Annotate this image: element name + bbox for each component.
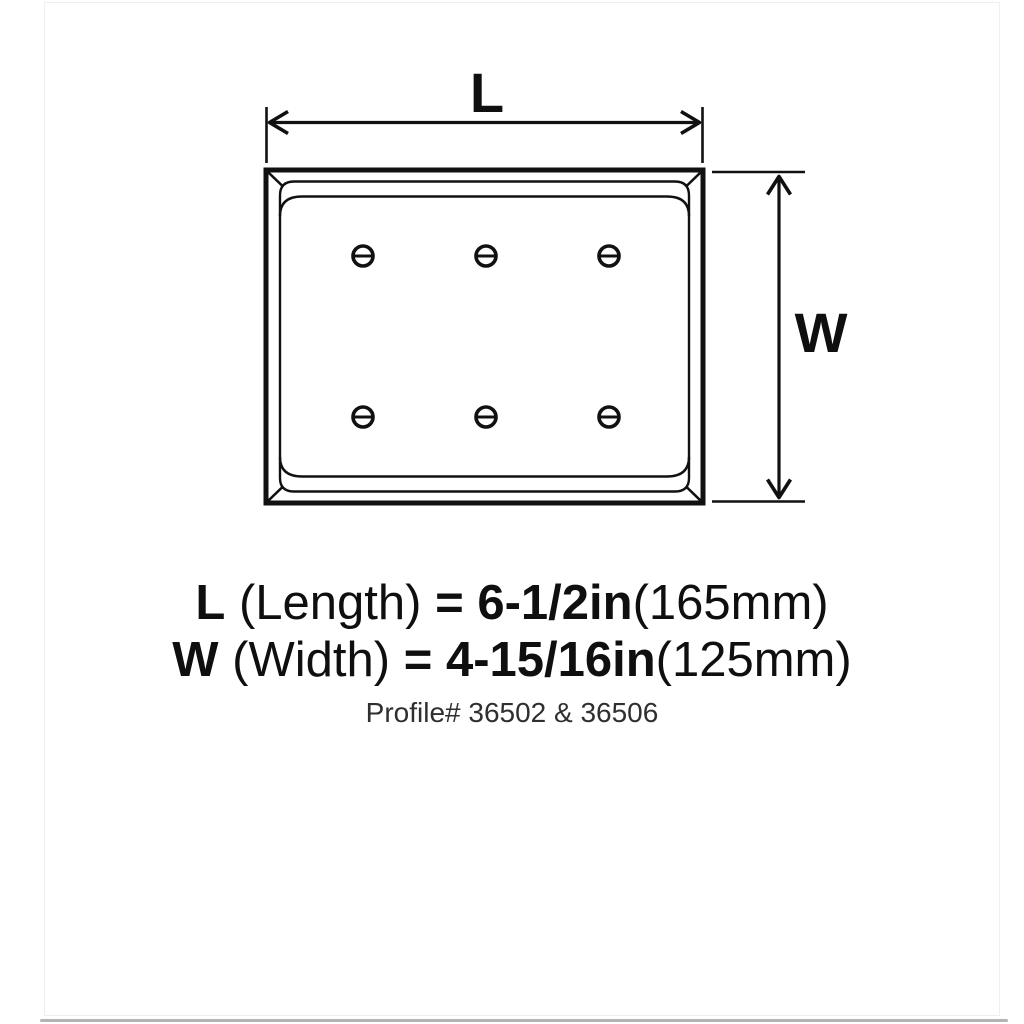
width-spec-line xyxy=(0,632,1024,689)
width-dimension-label: W xyxy=(794,301,848,364)
length-spec-symbol: L xyxy=(195,576,226,630)
length-spec-line xyxy=(0,575,1024,632)
plate-outer-edge xyxy=(266,170,703,503)
width-spec-symbol: W xyxy=(172,633,219,687)
dimension-spec-text xyxy=(0,575,1024,689)
width-spec-name: (Width) xyxy=(232,633,391,687)
length-spec-name: (Length) xyxy=(238,576,422,630)
profile-number-text: Profile# 36502 & 36506 xyxy=(365,697,659,728)
width-spec-equals: = xyxy=(403,633,433,687)
width-spec-metric: (125mm) xyxy=(655,633,852,687)
length-spec-equals: = xyxy=(435,576,464,630)
wall-plate xyxy=(266,170,703,503)
length-spec-inches: 6-1/2in xyxy=(477,576,633,630)
length-dimension-label: L xyxy=(469,61,505,124)
width-spec-inches: 4-15/16in xyxy=(445,633,656,687)
length-spec-metric: (165mm) xyxy=(632,576,829,630)
